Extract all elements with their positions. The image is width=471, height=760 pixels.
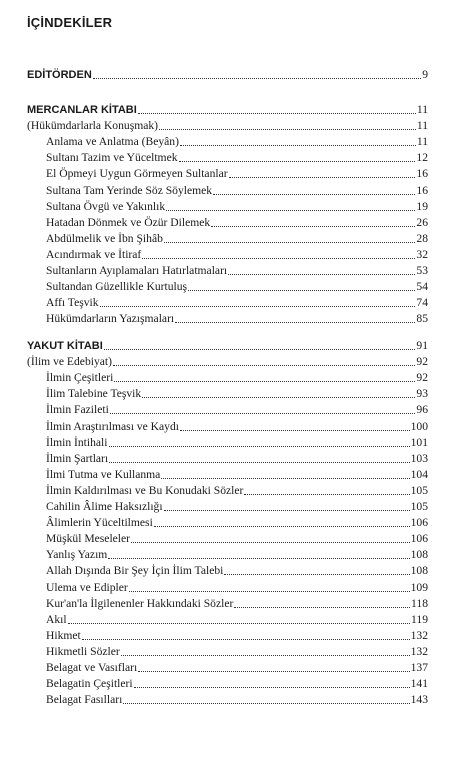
dot-leader xyxy=(134,687,410,688)
dot-leader xyxy=(244,494,409,495)
toc-page-number: 132 xyxy=(410,644,428,658)
toc-page-number: 106 xyxy=(410,532,428,546)
toc-page-number: 96 xyxy=(416,403,428,417)
toc-page-number: 11 xyxy=(416,135,428,149)
toc-page-number: 19 xyxy=(416,199,428,213)
toc-page-number: 16 xyxy=(416,183,428,197)
dot-leader xyxy=(93,78,421,79)
dot-leader xyxy=(228,274,415,275)
toc-page-number: 32 xyxy=(416,247,428,261)
dot-leader xyxy=(113,365,415,366)
toc-entry xyxy=(46,611,428,627)
toc-page-number: 101 xyxy=(410,435,428,449)
toc-entry xyxy=(46,675,428,691)
toc-entry xyxy=(46,165,428,181)
toc-entry xyxy=(46,369,428,385)
dot-leader xyxy=(234,607,410,608)
dot-leader xyxy=(154,526,410,527)
toc-entry-title: Allah Dışında Bir Şey İçin İlim Talebi xyxy=(46,564,224,578)
toc-entry xyxy=(46,482,428,498)
toc-entry xyxy=(46,530,428,546)
dot-leader xyxy=(123,703,409,704)
toc-entry xyxy=(46,310,428,326)
toc-entry xyxy=(46,230,428,246)
toc-entry xyxy=(46,466,428,482)
toc-entry xyxy=(46,546,428,562)
toc-page-number: 119 xyxy=(411,612,428,626)
toc-entry-title: İlmin Kaldırılması ve Bu Konudaki Sözler xyxy=(46,483,244,497)
toc-page-number: 28 xyxy=(416,231,428,245)
toc-section-subtitle xyxy=(27,117,428,133)
dot-leader xyxy=(121,655,410,656)
dot-leader xyxy=(82,639,410,640)
toc-entry xyxy=(46,401,428,417)
toc-page-number: 11 xyxy=(416,119,428,133)
toc-page-number: 104 xyxy=(410,467,428,481)
dot-leader xyxy=(68,623,410,624)
toc-page-number: 109 xyxy=(410,580,428,594)
toc-section-subtitle xyxy=(27,353,428,369)
dot-leader xyxy=(224,574,409,575)
toc-page-number: 85 xyxy=(416,312,428,326)
toc-page-number: 108 xyxy=(410,564,428,578)
toc-entry-title: Affı Teşvik xyxy=(46,296,99,310)
toc-entry-title: Belagatin Çeşitleri xyxy=(46,677,133,691)
dot-leader xyxy=(159,129,416,130)
toc-entry-title: Abdülmelik ve İbn Şihâb xyxy=(46,231,163,245)
toc-page-number: 137 xyxy=(410,661,428,674)
toc-entry-title: Hikmetli Sözler xyxy=(46,644,120,658)
toc-page-number: 118 xyxy=(411,596,428,610)
toc-page-number: 92 xyxy=(416,355,428,369)
toc-entry-title: İlmin Araştırılması ve Kaydı xyxy=(46,419,179,433)
toc-entry-title: Sultanı Tazim ve Yüceltmek xyxy=(46,151,178,165)
toc-page-number: 16 xyxy=(416,167,428,181)
toc-entry xyxy=(46,514,428,530)
toc-page-number: 91 xyxy=(416,339,428,352)
toc-entry-title: (Hükümdarlarla Konuşmak) xyxy=(27,119,159,133)
dot-leader xyxy=(211,226,415,227)
dot-leader xyxy=(100,306,416,307)
dot-leader xyxy=(166,210,415,211)
toc-entry xyxy=(46,198,428,214)
toc-page-number: 74 xyxy=(416,296,428,310)
toc-entry-title: Acındırmak ve İtiraf xyxy=(46,247,142,261)
toc-entry-title: Âlimlerin Yüceltilmesi xyxy=(46,516,153,530)
toc-entry xyxy=(46,434,428,450)
page-title: İÇİNDEKİLER xyxy=(27,15,113,30)
toc-page-number: 9 xyxy=(422,68,428,81)
dot-leader xyxy=(164,510,410,511)
toc-entry-title: İlmin Çeşitleri xyxy=(46,371,114,385)
toc-entry xyxy=(46,149,428,165)
toc-entry xyxy=(46,691,428,707)
toc-page-number: 141 xyxy=(410,677,428,691)
toc-entry-title: EDİTÖRDEN xyxy=(27,69,92,81)
toc-entry-title: Müşkül Meseleler xyxy=(46,532,131,546)
toc-entry-title: Sultana Övgü ve Yakınlık xyxy=(46,199,166,213)
toc-section-heading xyxy=(27,66,428,82)
toc-entry xyxy=(46,294,428,310)
toc-entry xyxy=(46,579,428,595)
toc-entry xyxy=(46,498,428,514)
toc-entry xyxy=(46,659,428,675)
dot-leader xyxy=(131,542,410,543)
toc-page-number: 143 xyxy=(410,693,428,707)
toc-page-number: 11 xyxy=(416,103,428,116)
toc-entry xyxy=(46,595,428,611)
toc-entry xyxy=(46,562,428,578)
dot-leader xyxy=(164,242,416,243)
toc-page-number: 103 xyxy=(410,451,428,465)
toc-entry-title: İlim Talebine Teşvik xyxy=(46,387,142,401)
dot-leader xyxy=(179,161,416,162)
toc-entry xyxy=(46,246,428,262)
toc-entry-title: YAKUT KİTABI xyxy=(27,340,103,352)
toc-entry xyxy=(46,450,428,466)
dot-leader xyxy=(129,591,410,592)
toc-page-number: 12 xyxy=(416,151,428,165)
dot-leader xyxy=(180,430,410,431)
dot-leader xyxy=(110,413,416,414)
dot-leader xyxy=(109,446,410,447)
toc-page-number: 93 xyxy=(416,387,428,401)
toc-entry xyxy=(46,278,428,294)
toc-entry-title: Sultana Tam Yerinde Söz Söylemek xyxy=(46,183,213,197)
toc-page-number: 54 xyxy=(416,280,428,294)
toc-entry xyxy=(46,385,428,401)
toc-entry xyxy=(46,182,428,198)
toc-page-number: 26 xyxy=(416,215,428,229)
toc-entry-title: Sultanların Ayıplamaları Hatırlatmaları xyxy=(46,264,228,277)
dot-leader xyxy=(161,478,409,479)
toc-section-heading xyxy=(27,101,428,117)
dot-leader xyxy=(138,113,416,114)
toc-entry-title: Sultandan Güzellikle Kurtuluş xyxy=(46,280,188,294)
toc-entry-title: İlmin Fazileti xyxy=(46,403,109,417)
toc-entry xyxy=(46,214,428,230)
toc-page-number: 132 xyxy=(410,628,428,642)
toc-entry-title: Hatadan Dönmek ve Özür Dilemek xyxy=(46,215,211,229)
toc-page-number: 105 xyxy=(410,500,428,513)
toc-page-number: 53 xyxy=(416,264,428,277)
toc-entry-title: Hikmet xyxy=(46,628,81,642)
toc-entry-title: Cahilin Âlime Haksızlığı xyxy=(46,500,163,513)
toc-entry-title: Anlama ve Anlatma (Beyân) xyxy=(46,135,179,149)
dot-leader xyxy=(213,194,415,195)
toc-entry-title: İlmin Şartları xyxy=(46,451,109,465)
toc-page-number: 105 xyxy=(410,483,428,497)
dot-leader xyxy=(104,349,416,350)
dot-leader xyxy=(175,322,415,323)
toc-entry-title: Yanlış Yazım xyxy=(46,548,108,562)
toc-entry-title: Akıl xyxy=(46,612,67,626)
toc-entry-title: Kur'an'la İlgilenenler Hakkındaki Sözler xyxy=(46,596,234,610)
toc-entry xyxy=(46,627,428,643)
toc-entry-title: Hükümdarların Yazışmaları xyxy=(46,312,175,326)
dot-leader xyxy=(188,290,415,291)
toc-section-heading xyxy=(27,337,428,353)
toc-entry xyxy=(46,262,428,278)
toc-entry-title: İlmi Tutma ve Kullanma xyxy=(46,467,161,481)
toc-entry-title: İlmin İntihali xyxy=(46,435,108,449)
dot-leader xyxy=(114,381,415,382)
toc-entry-title: Belagat Fasılları xyxy=(46,693,123,707)
toc-entry-title: MERCANLAR KİTABI xyxy=(27,104,137,116)
dot-leader xyxy=(180,145,416,146)
toc-entry-title: El Öpmeyi Uygun Görmeyen Sultanlar xyxy=(46,167,228,181)
dot-leader xyxy=(142,397,415,398)
toc-page-number: 106 xyxy=(410,516,428,530)
toc-entry xyxy=(46,133,428,149)
toc-entry-title: Ulema ve Edipler xyxy=(46,580,128,594)
toc-entry-title: (İlim ve Edebiyat) xyxy=(27,355,112,369)
toc-page-number: 100 xyxy=(410,419,428,433)
toc-page-number: 92 xyxy=(416,371,428,385)
toc-entry-title: Belagat ve Vasıfları xyxy=(46,661,138,674)
dot-leader xyxy=(109,462,409,463)
toc-entry xyxy=(46,643,428,659)
dot-leader xyxy=(142,258,415,259)
toc-page-number: 108 xyxy=(410,548,428,562)
dot-leader xyxy=(229,177,416,178)
dot-leader xyxy=(108,558,409,559)
toc-entry xyxy=(46,418,428,434)
dot-leader xyxy=(138,671,409,672)
